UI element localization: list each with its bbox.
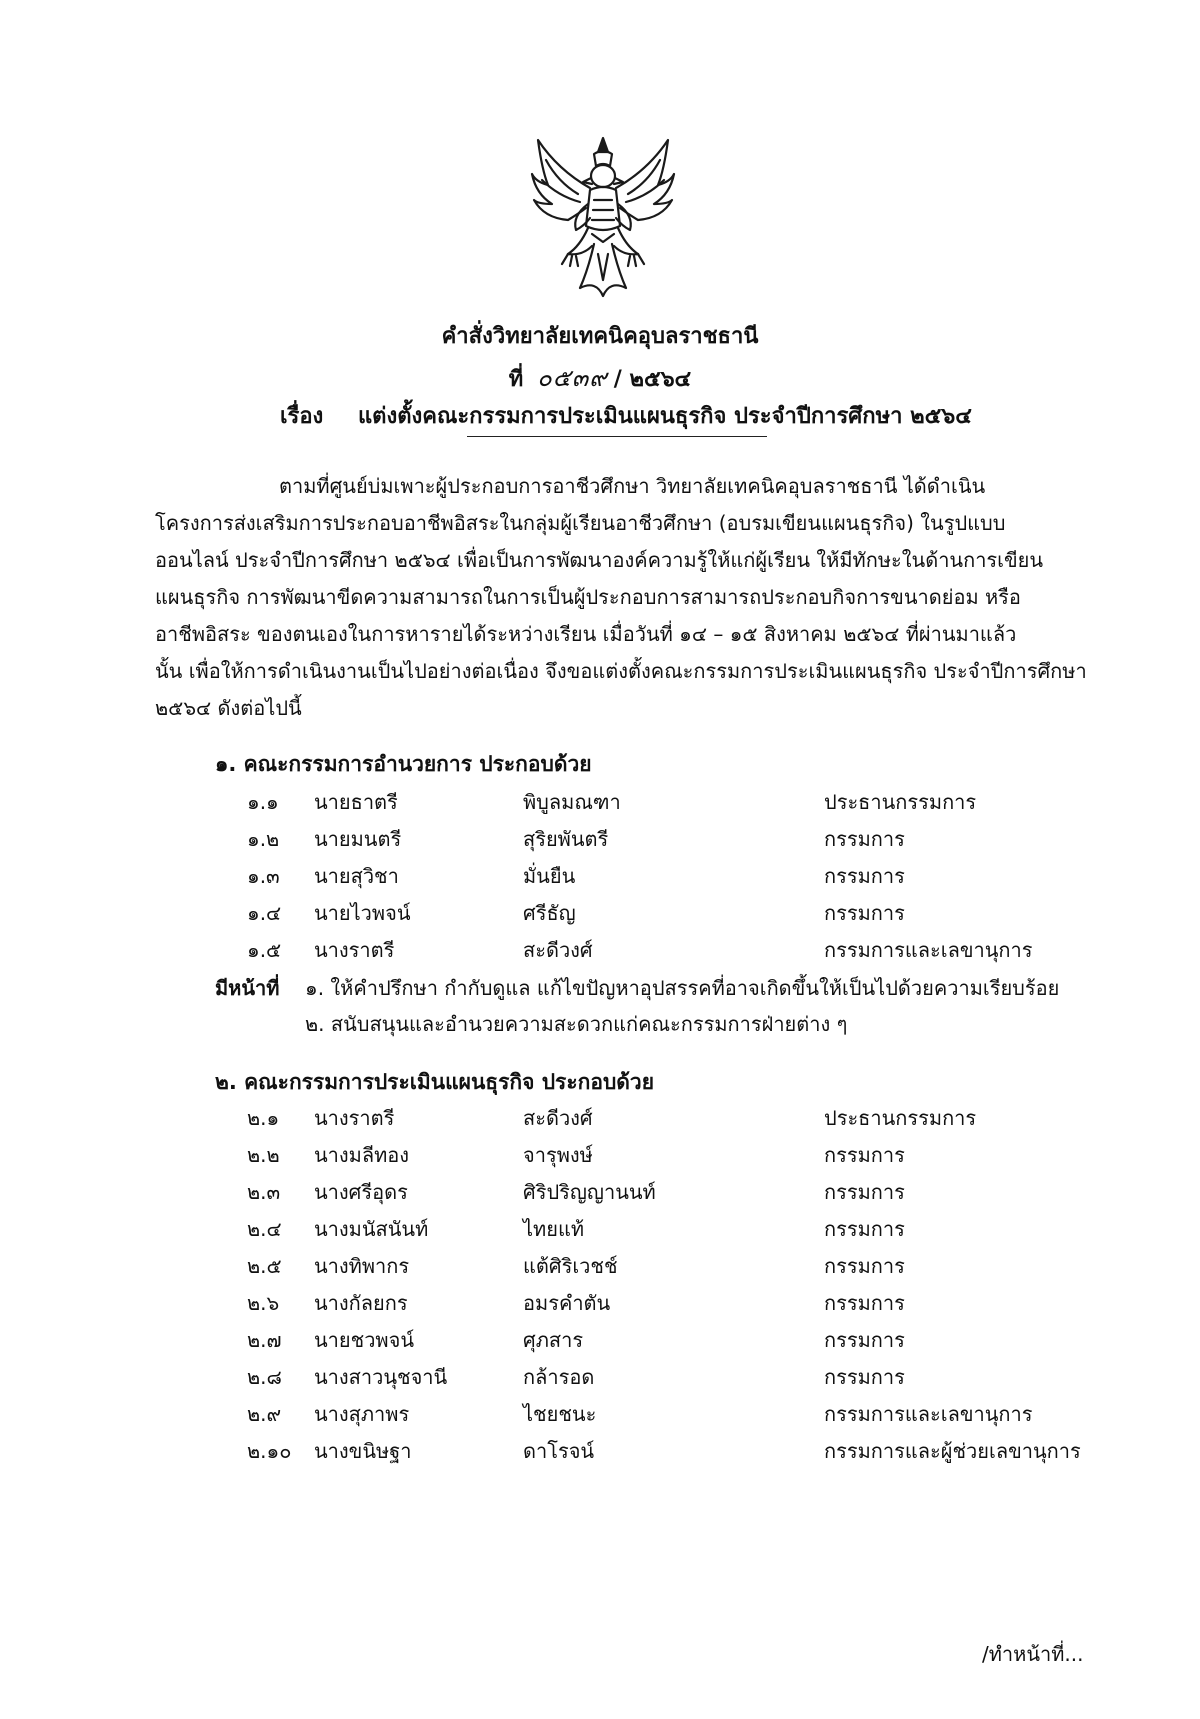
member-number: ๑.๑ [247, 790, 279, 814]
title-divider [467, 436, 767, 437]
paragraph-line: ออนไลน์ ประจำปีการศึกษา ๒๕๖๔ เพื่อเป็นการพัฒนาองค์ความรู้ให้แก่ผู้เรียน ให้มีทักษะในด้านการเขียน [155, 548, 1044, 572]
paragraph-line: นั้น เพื่อให้การดำเนินงานเป็นไปอย่างต่อเนื่อง จึงขอแต่งตั้งคณะกรรมการประเมินแผนธุรกิจ ประจำปีการศึกษา [155, 659, 1087, 683]
member-number: ๒.๙ [247, 1402, 282, 1426]
member-first-name: นางกัลยกร [314, 1291, 408, 1315]
member-last-name: แต้ศิริเวชช์ [523, 1254, 618, 1278]
member-last-name: สะดีวงศ์ [523, 938, 593, 962]
member-number: ๑.๔ [247, 901, 282, 925]
subject-label: เรื่อง [280, 404, 324, 429]
member-last-name: กล้ารอด [523, 1365, 595, 1389]
member-row [0, 1213, 1200, 1250]
member-role: ประธานกรรมการ [824, 1106, 977, 1130]
member-row [0, 1398, 1200, 1435]
member-last-name: อมรคำตัน [523, 1291, 611, 1315]
member-role: กรรมการ [824, 1328, 905, 1352]
paragraph-line: ๒๕๖๔ ดังต่อไปนี้ [155, 696, 302, 720]
member-first-name: นายไวพจน์ [314, 901, 411, 925]
paragraph-line: ตามที่ศูนย์บ่มเพาะผู้ประกอบการอาชีวศึกษา วิทยาลัยเทคนิคอุบลราชธานี ได้ดำเนิน [279, 474, 986, 498]
member-row [0, 1250, 1200, 1287]
duty-text: ๑. ให้คำปรึกษา กำกับดูแล แก้ไขปัญหาอุปสรรคที่อาจเกิดขึ้นให้เป็นไปด้วยความเรียบร้อย [305, 976, 1060, 1000]
member-number: ๒.๒ [247, 1143, 280, 1167]
order-number-handwritten: ๐๕๓๙ [536, 364, 608, 392]
member-first-name: นางขนิษฐา [314, 1439, 412, 1463]
member-last-name: พิบูลมณฑา [523, 790, 621, 814]
member-row [0, 1176, 1200, 1213]
member-row [0, 823, 1200, 860]
member-number: ๑.๕ [247, 938, 282, 962]
member-last-name: ไชยชนะ [523, 1402, 597, 1426]
member-number: ๒.๔ [247, 1217, 282, 1241]
member-first-name: นางราตรี [314, 938, 395, 962]
member-first-name: นางราตรี [314, 1106, 395, 1130]
member-first-name: นางทิพากร [314, 1254, 410, 1278]
member-first-name: นางมนัสนันท์ [314, 1217, 429, 1241]
member-row [0, 1361, 1200, 1398]
duty-row [215, 972, 1059, 1008]
subject-text: แต่งตั้งคณะกรรมการประเมินแผนธุรกิจ ประจำปีการศึกษา ๒๕๖๔ [358, 404, 972, 429]
member-first-name: นายสุวิชา [314, 864, 399, 888]
member-number: ๒.๗ [247, 1328, 282, 1352]
member-role: ประธานกรรมการ [824, 790, 977, 814]
member-role: กรรมการ [824, 1217, 905, 1241]
member-role: กรรมการ [824, 901, 905, 925]
member-role: กรรมการ [824, 827, 905, 851]
member-role: กรรมการ [824, 864, 905, 888]
member-role: กรรมการ [824, 1180, 905, 1204]
member-row [0, 1324, 1200, 1361]
member-role: กรรมการ [824, 1365, 905, 1389]
member-row [0, 1287, 1200, 1324]
member-first-name: นายชวพจน์ [314, 1328, 414, 1352]
member-number: ๒.๑๐ [247, 1439, 292, 1463]
member-number: ๒.๑ [247, 1106, 280, 1130]
member-row [0, 934, 1200, 971]
section1-duties [215, 972, 1059, 1044]
member-first-name: นางมลีทอง [314, 1143, 410, 1167]
member-row [0, 897, 1200, 934]
order-number [0, 358, 1200, 397]
member-row [0, 786, 1200, 823]
intro-paragraph [155, 468, 1090, 727]
paragraph-line: อาชีพอิสระ ของตนเองในการหารายได้ระหว่างเรียน เมื่อวันที่ ๑๔ – ๑๕ สิงหาคม ๒๕๖๔ ที่ผ่านมาแล้ว [155, 622, 1017, 646]
member-role: กรรมการและเลขานุการ [824, 1402, 1033, 1426]
member-row [0, 1435, 1200, 1472]
member-first-name: นายมนตรี [314, 827, 402, 851]
duty-text: ๒. สนับสนุนและอำนวยความสะดวกแก่คณะกรรมการฝ่ายต่าง ๆ [305, 1012, 848, 1036]
section2-member-list [0, 1102, 1200, 1472]
section1-heading: ๑. คณะกรรมการอำนวยการ ประกอบด้วย [215, 752, 592, 776]
order-number-prefix: ที่ [508, 367, 524, 392]
member-last-name: ดาโรจน์ [523, 1439, 595, 1463]
member-first-name: นางสุภาพร [314, 1402, 410, 1426]
member-role: กรรมการ [824, 1143, 905, 1167]
member-number: ๑.๒ [247, 827, 280, 851]
member-role: กรรมการและผู้ช่วยเลขานุการ [824, 1439, 1081, 1463]
member-last-name: ศิริปริญญานนท์ [523, 1180, 656, 1204]
member-row [0, 1139, 1200, 1176]
member-row [0, 860, 1200, 897]
order-number-year: / ๒๕๖๔ [613, 367, 692, 392]
member-first-name: นางศรีอุดร [314, 1180, 408, 1204]
duty-label: มีหน้าที่ [215, 976, 280, 1000]
member-role: กรรมการและเลขานุการ [824, 938, 1033, 962]
subject-line [280, 398, 972, 433]
member-last-name: จารุพงษ์ [523, 1143, 593, 1167]
member-role: กรรมการ [824, 1291, 905, 1315]
member-last-name: สุริยพันตรี [523, 827, 609, 851]
member-last-name: มั่นยืน [523, 864, 576, 888]
member-last-name: ศรีธัญ [523, 901, 576, 925]
continuation-note: /ทำหน้าที่... [982, 1642, 1084, 1666]
member-first-name: นางสาวนุชจานี [314, 1365, 448, 1389]
member-number: ๒.๕ [247, 1254, 282, 1278]
duty-row [215, 1008, 1059, 1044]
member-number: ๒.๖ [247, 1291, 280, 1315]
member-number: ๑.๓ [247, 864, 280, 888]
section1-member-list [0, 786, 1200, 971]
member-last-name: ศุภสาร [523, 1328, 584, 1352]
member-first-name: นายธาตรี [314, 790, 398, 814]
member-last-name: สะดีวงศ์ [523, 1106, 593, 1130]
member-last-name: ไทยแท้ [523, 1217, 585, 1241]
member-role: กรรมการ [824, 1254, 905, 1278]
member-number: ๒.๓ [247, 1180, 281, 1204]
paragraph-line: โครงการส่งเสริมการประกอบอาชีพอิสระในกลุ่มผู้เรียนอาชีวศึกษา (อบรมเขียนแผนธุรกิจ) ในรูปแบบ [155, 511, 1006, 535]
garuda-emblem-icon [528, 130, 678, 310]
member-number: ๒.๘ [247, 1365, 282, 1389]
order-title: คำสั่งวิทยาลัยเทคนิคอุบลราชธานี [441, 324, 759, 349]
member-row [0, 1102, 1200, 1139]
paragraph-line: แผนธุรกิจ การพัฒนาขีดความสามารถในการเป็นผู้ประกอบการสามารถประกอบกิจการขนาดย่อม หรือ [155, 585, 1021, 609]
section2-heading: ๒. คณะกรรมการประเมินแผนธุรกิจ ประกอบด้วย [215, 1070, 655, 1094]
